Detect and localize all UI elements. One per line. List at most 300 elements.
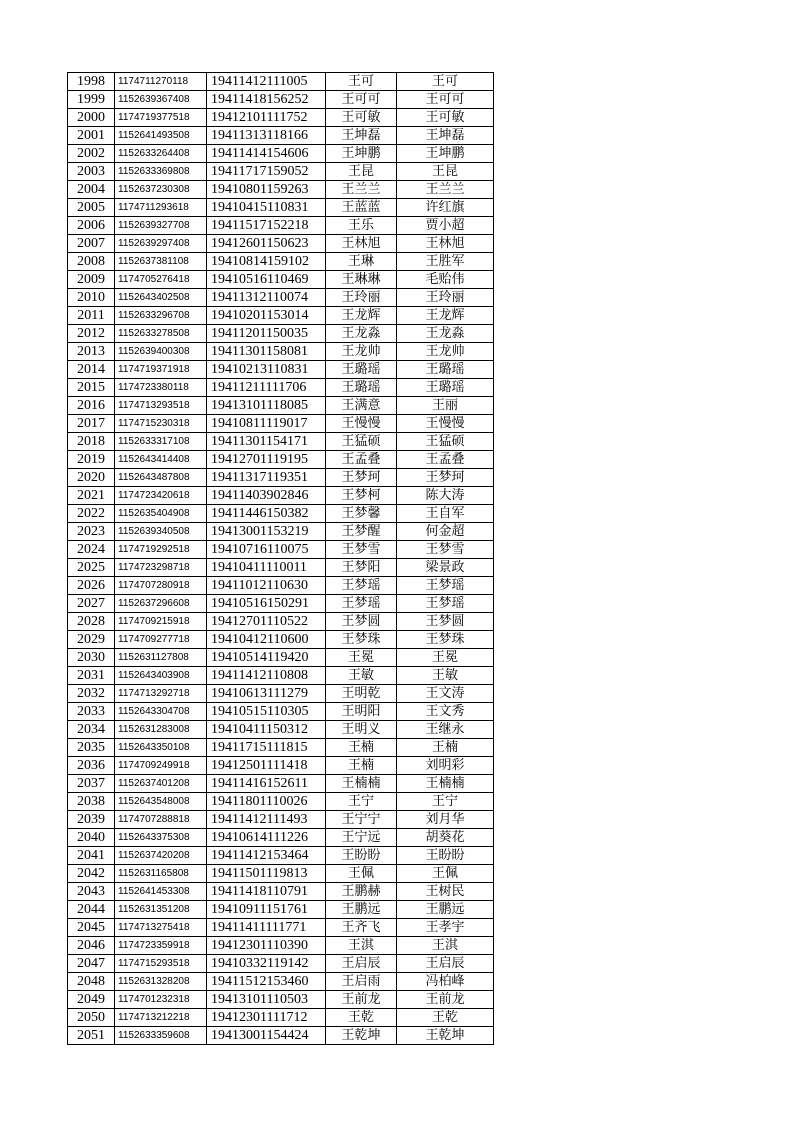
account-number-cell: 1152633296708 [115, 307, 207, 325]
account-number-cell: 1152637401208 [115, 775, 207, 793]
account-number-cell: 1152643350108 [115, 739, 207, 757]
name-cell: 王前龙 [326, 991, 397, 1009]
account-number-cell: 1152643304708 [115, 703, 207, 721]
id-number-cell: 19411301154171 [207, 433, 326, 451]
account-number-cell: 1152631351208 [115, 901, 207, 919]
table-row [68, 847, 494, 865]
account-number-cell: 1152633359608 [115, 1027, 207, 1045]
row-number-cell: 2017 [68, 415, 115, 433]
name-cell: 王坤鹏 [326, 145, 397, 163]
table-row [68, 469, 494, 487]
row-number-cell: 2000 [68, 109, 115, 127]
name-cell: 王楠楠 [326, 775, 397, 793]
account-holder-cell: 王慢慢 [397, 415, 494, 433]
row-number-cell: 2011 [68, 307, 115, 325]
account-number-cell: 1152641493508 [115, 127, 207, 145]
account-holder-cell: 许红旗 [397, 199, 494, 217]
account-holder-cell: 王启辰 [397, 955, 494, 973]
account-number-cell: 1174709277718 [115, 631, 207, 649]
table-row [68, 307, 494, 325]
table-row [68, 145, 494, 163]
table-row [68, 451, 494, 469]
id-number-cell: 19411317119351 [207, 469, 326, 487]
account-holder-cell: 何金超 [397, 523, 494, 541]
row-number-cell: 2027 [68, 595, 115, 613]
account-holder-cell: 王文秀 [397, 703, 494, 721]
account-holder-cell: 王自军 [397, 505, 494, 523]
table-row [68, 523, 494, 541]
row-number-cell: 2047 [68, 955, 115, 973]
account-holder-cell: 王淇 [397, 937, 494, 955]
row-number-cell: 2002 [68, 145, 115, 163]
account-holder-cell: 王乾坤 [397, 1027, 494, 1045]
row-number-cell: 2041 [68, 847, 115, 865]
row-number-cell: 2033 [68, 703, 115, 721]
row-number-cell: 2026 [68, 577, 115, 595]
table-row [68, 937, 494, 955]
account-number-cell: 1152639327708 [115, 217, 207, 235]
name-cell: 王梦圆 [326, 613, 397, 631]
account-number-cell: 1174701232318 [115, 991, 207, 1009]
row-number-cell: 2038 [68, 793, 115, 811]
id-number-cell: 19411312110074 [207, 289, 326, 307]
row-number-cell: 2015 [68, 379, 115, 397]
row-number-cell: 2037 [68, 775, 115, 793]
table-row [68, 559, 494, 577]
account-number-cell: 1174709249918 [115, 757, 207, 775]
account-number-cell: 1152635404908 [115, 505, 207, 523]
id-number-cell: 19411715111815 [207, 739, 326, 757]
account-number-cell: 1152631127808 [115, 649, 207, 667]
account-holder-cell: 王梦圆 [397, 613, 494, 631]
account-number-cell: 1152633317108 [115, 433, 207, 451]
account-holder-cell: 王昆 [397, 163, 494, 181]
table-row [68, 919, 494, 937]
id-number-cell: 19413001153219 [207, 523, 326, 541]
row-number-cell: 2048 [68, 973, 115, 991]
name-cell: 王琳琳 [326, 271, 397, 289]
account-holder-cell: 王璐瑶 [397, 379, 494, 397]
name-cell: 王乐 [326, 217, 397, 235]
name-cell: 王楠 [326, 739, 397, 757]
account-number-cell: 1152639297408 [115, 235, 207, 253]
name-cell: 王敏 [326, 667, 397, 685]
id-number-cell: 19410516110469 [207, 271, 326, 289]
name-cell: 王楠 [326, 757, 397, 775]
table-row [68, 397, 494, 415]
name-cell: 王梦柯 [326, 487, 397, 505]
name-cell: 王梦珂 [326, 469, 397, 487]
table-row [68, 811, 494, 829]
account-holder-cell: 王可可 [397, 91, 494, 109]
id-number-cell: 19411512153460 [207, 973, 326, 991]
name-cell: 王龙帅 [326, 343, 397, 361]
account-holder-cell: 王可敏 [397, 109, 494, 127]
data-table [67, 72, 494, 1045]
row-number-cell: 2030 [68, 649, 115, 667]
account-number-cell: 1174713212218 [115, 1009, 207, 1027]
row-number-cell: 2031 [68, 667, 115, 685]
account-number-cell: 1152637381108 [115, 253, 207, 271]
table-row [68, 181, 494, 199]
id-number-cell: 19412501111418 [207, 757, 326, 775]
name-cell: 王琳 [326, 253, 397, 271]
account-number-cell: 1174707288818 [115, 811, 207, 829]
name-cell: 王璐瑶 [326, 361, 397, 379]
account-number-cell: 1174711270118 [115, 73, 207, 91]
account-holder-cell: 贾小超 [397, 217, 494, 235]
name-cell: 王梦瑶 [326, 577, 397, 595]
id-number-cell: 19411201150035 [207, 325, 326, 343]
row-number-cell: 2046 [68, 937, 115, 955]
id-number-cell: 19410613111279 [207, 685, 326, 703]
name-cell: 王齐飞 [326, 919, 397, 937]
name-cell: 王梦雪 [326, 541, 397, 559]
account-number-cell: 1152641453308 [115, 883, 207, 901]
account-number-cell: 1152637296608 [115, 595, 207, 613]
account-holder-cell: 王梦珂 [397, 469, 494, 487]
id-number-cell: 19411418110791 [207, 883, 326, 901]
row-number-cell: 2018 [68, 433, 115, 451]
account-holder-cell: 王兰兰 [397, 181, 494, 199]
name-cell: 王启雨 [326, 973, 397, 991]
table-row [68, 541, 494, 559]
name-cell: 王梦阳 [326, 559, 397, 577]
account-number-cell: 1174715293518 [115, 955, 207, 973]
row-number-cell: 2001 [68, 127, 115, 145]
row-number-cell: 2051 [68, 1027, 115, 1045]
name-cell: 王宁宁 [326, 811, 397, 829]
name-cell: 王满意 [326, 397, 397, 415]
row-number-cell: 2029 [68, 631, 115, 649]
account-number-cell: 1174707280918 [115, 577, 207, 595]
name-cell: 王鹏赫 [326, 883, 397, 901]
account-number-cell: 1152637230308 [115, 181, 207, 199]
account-holder-cell: 梁景政 [397, 559, 494, 577]
row-number-cell: 2043 [68, 883, 115, 901]
name-cell: 王梦珠 [326, 631, 397, 649]
id-number-cell: 19410716110075 [207, 541, 326, 559]
account-holder-cell: 王乾 [397, 1009, 494, 1027]
table-row [68, 109, 494, 127]
id-number-cell: 19411501119813 [207, 865, 326, 883]
name-cell: 王蓝蓝 [326, 199, 397, 217]
id-number-cell: 19411012110630 [207, 577, 326, 595]
row-number-cell: 2014 [68, 361, 115, 379]
id-number-cell: 19410811119017 [207, 415, 326, 433]
table-row [68, 163, 494, 181]
table-row [68, 703, 494, 721]
account-holder-cell: 毛贻伟 [397, 271, 494, 289]
table-row [68, 91, 494, 109]
row-number-cell: 2025 [68, 559, 115, 577]
account-holder-cell: 王坤鹏 [397, 145, 494, 163]
id-number-cell: 19411412153464 [207, 847, 326, 865]
id-number-cell: 19410201153014 [207, 307, 326, 325]
table-row [68, 631, 494, 649]
account-number-cell: 1152639340508 [115, 523, 207, 541]
table-row [68, 271, 494, 289]
id-number-cell: 19411211111706 [207, 379, 326, 397]
table-row [68, 829, 494, 847]
account-holder-cell: 王树民 [397, 883, 494, 901]
name-cell: 王林旭 [326, 235, 397, 253]
account-number-cell: 1152639367408 [115, 91, 207, 109]
table-row [68, 883, 494, 901]
row-number-cell: 2045 [68, 919, 115, 937]
name-cell: 王明阳 [326, 703, 397, 721]
table-row [68, 325, 494, 343]
table-row [68, 487, 494, 505]
row-number-cell: 2023 [68, 523, 115, 541]
row-number-cell: 2006 [68, 217, 115, 235]
account-holder-cell: 王龙辉 [397, 307, 494, 325]
account-number-cell: 1174711293618 [115, 199, 207, 217]
table-row [68, 793, 494, 811]
id-number-cell: 19412101111752 [207, 109, 326, 127]
id-number-cell: 19411418156252 [207, 91, 326, 109]
account-number-cell: 1152639400308 [115, 343, 207, 361]
account-holder-cell: 王丽 [397, 397, 494, 415]
row-number-cell: 1998 [68, 73, 115, 91]
id-number-cell: 19410516150291 [207, 595, 326, 613]
id-number-cell: 19410514119420 [207, 649, 326, 667]
id-number-cell: 19411411111771 [207, 919, 326, 937]
account-number-cell: 1174713292718 [115, 685, 207, 703]
account-number-cell: 1152637420208 [115, 847, 207, 865]
name-cell: 王昆 [326, 163, 397, 181]
id-number-cell: 19410911151761 [207, 901, 326, 919]
id-number-cell: 19412701119195 [207, 451, 326, 469]
account-number-cell: 1174723380118 [115, 379, 207, 397]
row-number-cell: 2039 [68, 811, 115, 829]
name-cell: 王明义 [326, 721, 397, 739]
account-holder-cell: 刘明彩 [397, 757, 494, 775]
name-cell: 王启辰 [326, 955, 397, 973]
table-row [68, 127, 494, 145]
name-cell: 王明乾 [326, 685, 397, 703]
name-cell: 王兰兰 [326, 181, 397, 199]
id-number-cell: 19411416152611 [207, 775, 326, 793]
id-number-cell: 19412601150623 [207, 235, 326, 253]
table-row [68, 667, 494, 685]
row-number-cell: 2005 [68, 199, 115, 217]
id-number-cell: 19410332119142 [207, 955, 326, 973]
account-number-cell: 1152643414408 [115, 451, 207, 469]
table-row [68, 235, 494, 253]
row-number-cell: 2034 [68, 721, 115, 739]
account-number-cell: 1174719292518 [115, 541, 207, 559]
account-number-cell: 1174723359918 [115, 937, 207, 955]
table-row [68, 73, 494, 91]
account-holder-cell: 王梦瑶 [397, 595, 494, 613]
id-number-cell: 19411412111005 [207, 73, 326, 91]
row-number-cell: 2012 [68, 325, 115, 343]
id-number-cell: 19411801110026 [207, 793, 326, 811]
id-number-cell: 19413101118085 [207, 397, 326, 415]
account-holder-cell: 刘月华 [397, 811, 494, 829]
id-number-cell: 19410412110600 [207, 631, 326, 649]
table-row [68, 433, 494, 451]
account-holder-cell: 王鹏远 [397, 901, 494, 919]
name-cell: 王龙辉 [326, 307, 397, 325]
table-row [68, 379, 494, 397]
table-row [68, 865, 494, 883]
row-number-cell: 2020 [68, 469, 115, 487]
account-number-cell: 1152631165808 [115, 865, 207, 883]
table-row [68, 1027, 494, 1045]
row-number-cell: 2032 [68, 685, 115, 703]
account-number-cell: 1174705276418 [115, 271, 207, 289]
id-number-cell: 19411446150382 [207, 505, 326, 523]
account-holder-cell: 王文涛 [397, 685, 494, 703]
table-row [68, 955, 494, 973]
name-cell: 王鹏远 [326, 901, 397, 919]
account-number-cell: 1152633264408 [115, 145, 207, 163]
name-cell: 王猛硕 [326, 433, 397, 451]
account-holder-cell: 王龙淼 [397, 325, 494, 343]
row-number-cell: 2035 [68, 739, 115, 757]
name-cell: 王慢慢 [326, 415, 397, 433]
id-number-cell: 19411517152218 [207, 217, 326, 235]
name-cell: 王淇 [326, 937, 397, 955]
account-holder-cell: 王胜军 [397, 253, 494, 271]
table-row [68, 289, 494, 307]
account-holder-cell: 王盼盼 [397, 847, 494, 865]
account-number-cell: 1152631328208 [115, 973, 207, 991]
table-row [68, 595, 494, 613]
row-number-cell: 2008 [68, 253, 115, 271]
account-number-cell: 1174715230318 [115, 415, 207, 433]
table-row [68, 685, 494, 703]
row-number-cell: 2049 [68, 991, 115, 1009]
account-number-cell: 1152643375308 [115, 829, 207, 847]
id-number-cell: 19413101110503 [207, 991, 326, 1009]
account-holder-cell: 王佩 [397, 865, 494, 883]
id-number-cell: 19410515110305 [207, 703, 326, 721]
table-row [68, 577, 494, 595]
id-number-cell: 19410415110831 [207, 199, 326, 217]
row-number-cell: 2007 [68, 235, 115, 253]
table-row [68, 757, 494, 775]
table-row [68, 361, 494, 379]
table-row [68, 991, 494, 1009]
row-number-cell: 2021 [68, 487, 115, 505]
account-holder-cell: 王猛硕 [397, 433, 494, 451]
account-number-cell: 1152643402508 [115, 289, 207, 307]
account-holder-cell: 王孟叠 [397, 451, 494, 469]
row-number-cell: 2036 [68, 757, 115, 775]
account-number-cell: 1152631283008 [115, 721, 207, 739]
account-holder-cell: 王敏 [397, 667, 494, 685]
name-cell: 王乾坤 [326, 1027, 397, 1045]
id-number-cell: 19413001154424 [207, 1027, 326, 1045]
row-number-cell: 2042 [68, 865, 115, 883]
account-number-cell: 1174713275418 [115, 919, 207, 937]
name-cell: 王可敏 [326, 109, 397, 127]
account-holder-cell: 冯柏峰 [397, 973, 494, 991]
account-holder-cell: 王梦瑶 [397, 577, 494, 595]
row-number-cell: 2050 [68, 1009, 115, 1027]
account-holder-cell: 王冕 [397, 649, 494, 667]
account-number-cell: 1174719371918 [115, 361, 207, 379]
account-number-cell: 1152643548008 [115, 793, 207, 811]
table-row [68, 343, 494, 361]
account-holder-cell: 王楠楠 [397, 775, 494, 793]
id-number-cell: 19411403902846 [207, 487, 326, 505]
row-number-cell: 2010 [68, 289, 115, 307]
name-cell: 王宁远 [326, 829, 397, 847]
account-number-cell: 1152633369808 [115, 163, 207, 181]
row-number-cell: 2009 [68, 271, 115, 289]
name-cell: 王玲丽 [326, 289, 397, 307]
table-body [68, 73, 494, 1045]
table-row [68, 613, 494, 631]
row-number-cell: 2040 [68, 829, 115, 847]
name-cell: 王龙淼 [326, 325, 397, 343]
account-holder-cell: 王孝宇 [397, 919, 494, 937]
id-number-cell: 19412301111712 [207, 1009, 326, 1027]
row-number-cell: 2004 [68, 181, 115, 199]
name-cell: 王梦馨 [326, 505, 397, 523]
account-holder-cell: 王楠 [397, 739, 494, 757]
table-row [68, 415, 494, 433]
account-holder-cell: 王坤磊 [397, 127, 494, 145]
account-holder-cell: 王宁 [397, 793, 494, 811]
table-row [68, 505, 494, 523]
name-cell: 王璐瑶 [326, 379, 397, 397]
account-number-cell: 1152643487808 [115, 469, 207, 487]
account-number-cell: 1174723420618 [115, 487, 207, 505]
account-number-cell: 1174719377518 [115, 109, 207, 127]
row-number-cell: 2024 [68, 541, 115, 559]
account-number-cell: 1174713293518 [115, 397, 207, 415]
account-number-cell: 1174723298718 [115, 559, 207, 577]
id-number-cell: 19411412111493 [207, 811, 326, 829]
row-number-cell: 2003 [68, 163, 115, 181]
id-number-cell: 19411717159052 [207, 163, 326, 181]
name-cell: 王可可 [326, 91, 397, 109]
id-number-cell: 19410814159102 [207, 253, 326, 271]
id-number-cell: 19410213110831 [207, 361, 326, 379]
id-number-cell: 19411414154606 [207, 145, 326, 163]
id-number-cell: 19411301158081 [207, 343, 326, 361]
id-number-cell: 19410411110011 [207, 559, 326, 577]
account-holder-cell: 王梦珠 [397, 631, 494, 649]
row-number-cell: 2019 [68, 451, 115, 469]
name-cell: 王孟叠 [326, 451, 397, 469]
table-row [68, 217, 494, 235]
row-number-cell: 2013 [68, 343, 115, 361]
account-holder-cell: 陈大涛 [397, 487, 494, 505]
id-number-cell: 19410614111226 [207, 829, 326, 847]
table-row [68, 721, 494, 739]
account-holder-cell: 王璐瑶 [397, 361, 494, 379]
account-holder-cell: 王龙帅 [397, 343, 494, 361]
table-row [68, 739, 494, 757]
name-cell: 王梦瑶 [326, 595, 397, 613]
table-row [68, 775, 494, 793]
id-number-cell: 19411412110808 [207, 667, 326, 685]
name-cell: 王盼盼 [326, 847, 397, 865]
row-number-cell: 2016 [68, 397, 115, 415]
table-row [68, 253, 494, 271]
table-row [68, 649, 494, 667]
account-number-cell: 1152643403908 [115, 667, 207, 685]
table-row [68, 1009, 494, 1027]
id-number-cell: 19412701110522 [207, 613, 326, 631]
row-number-cell: 2028 [68, 613, 115, 631]
